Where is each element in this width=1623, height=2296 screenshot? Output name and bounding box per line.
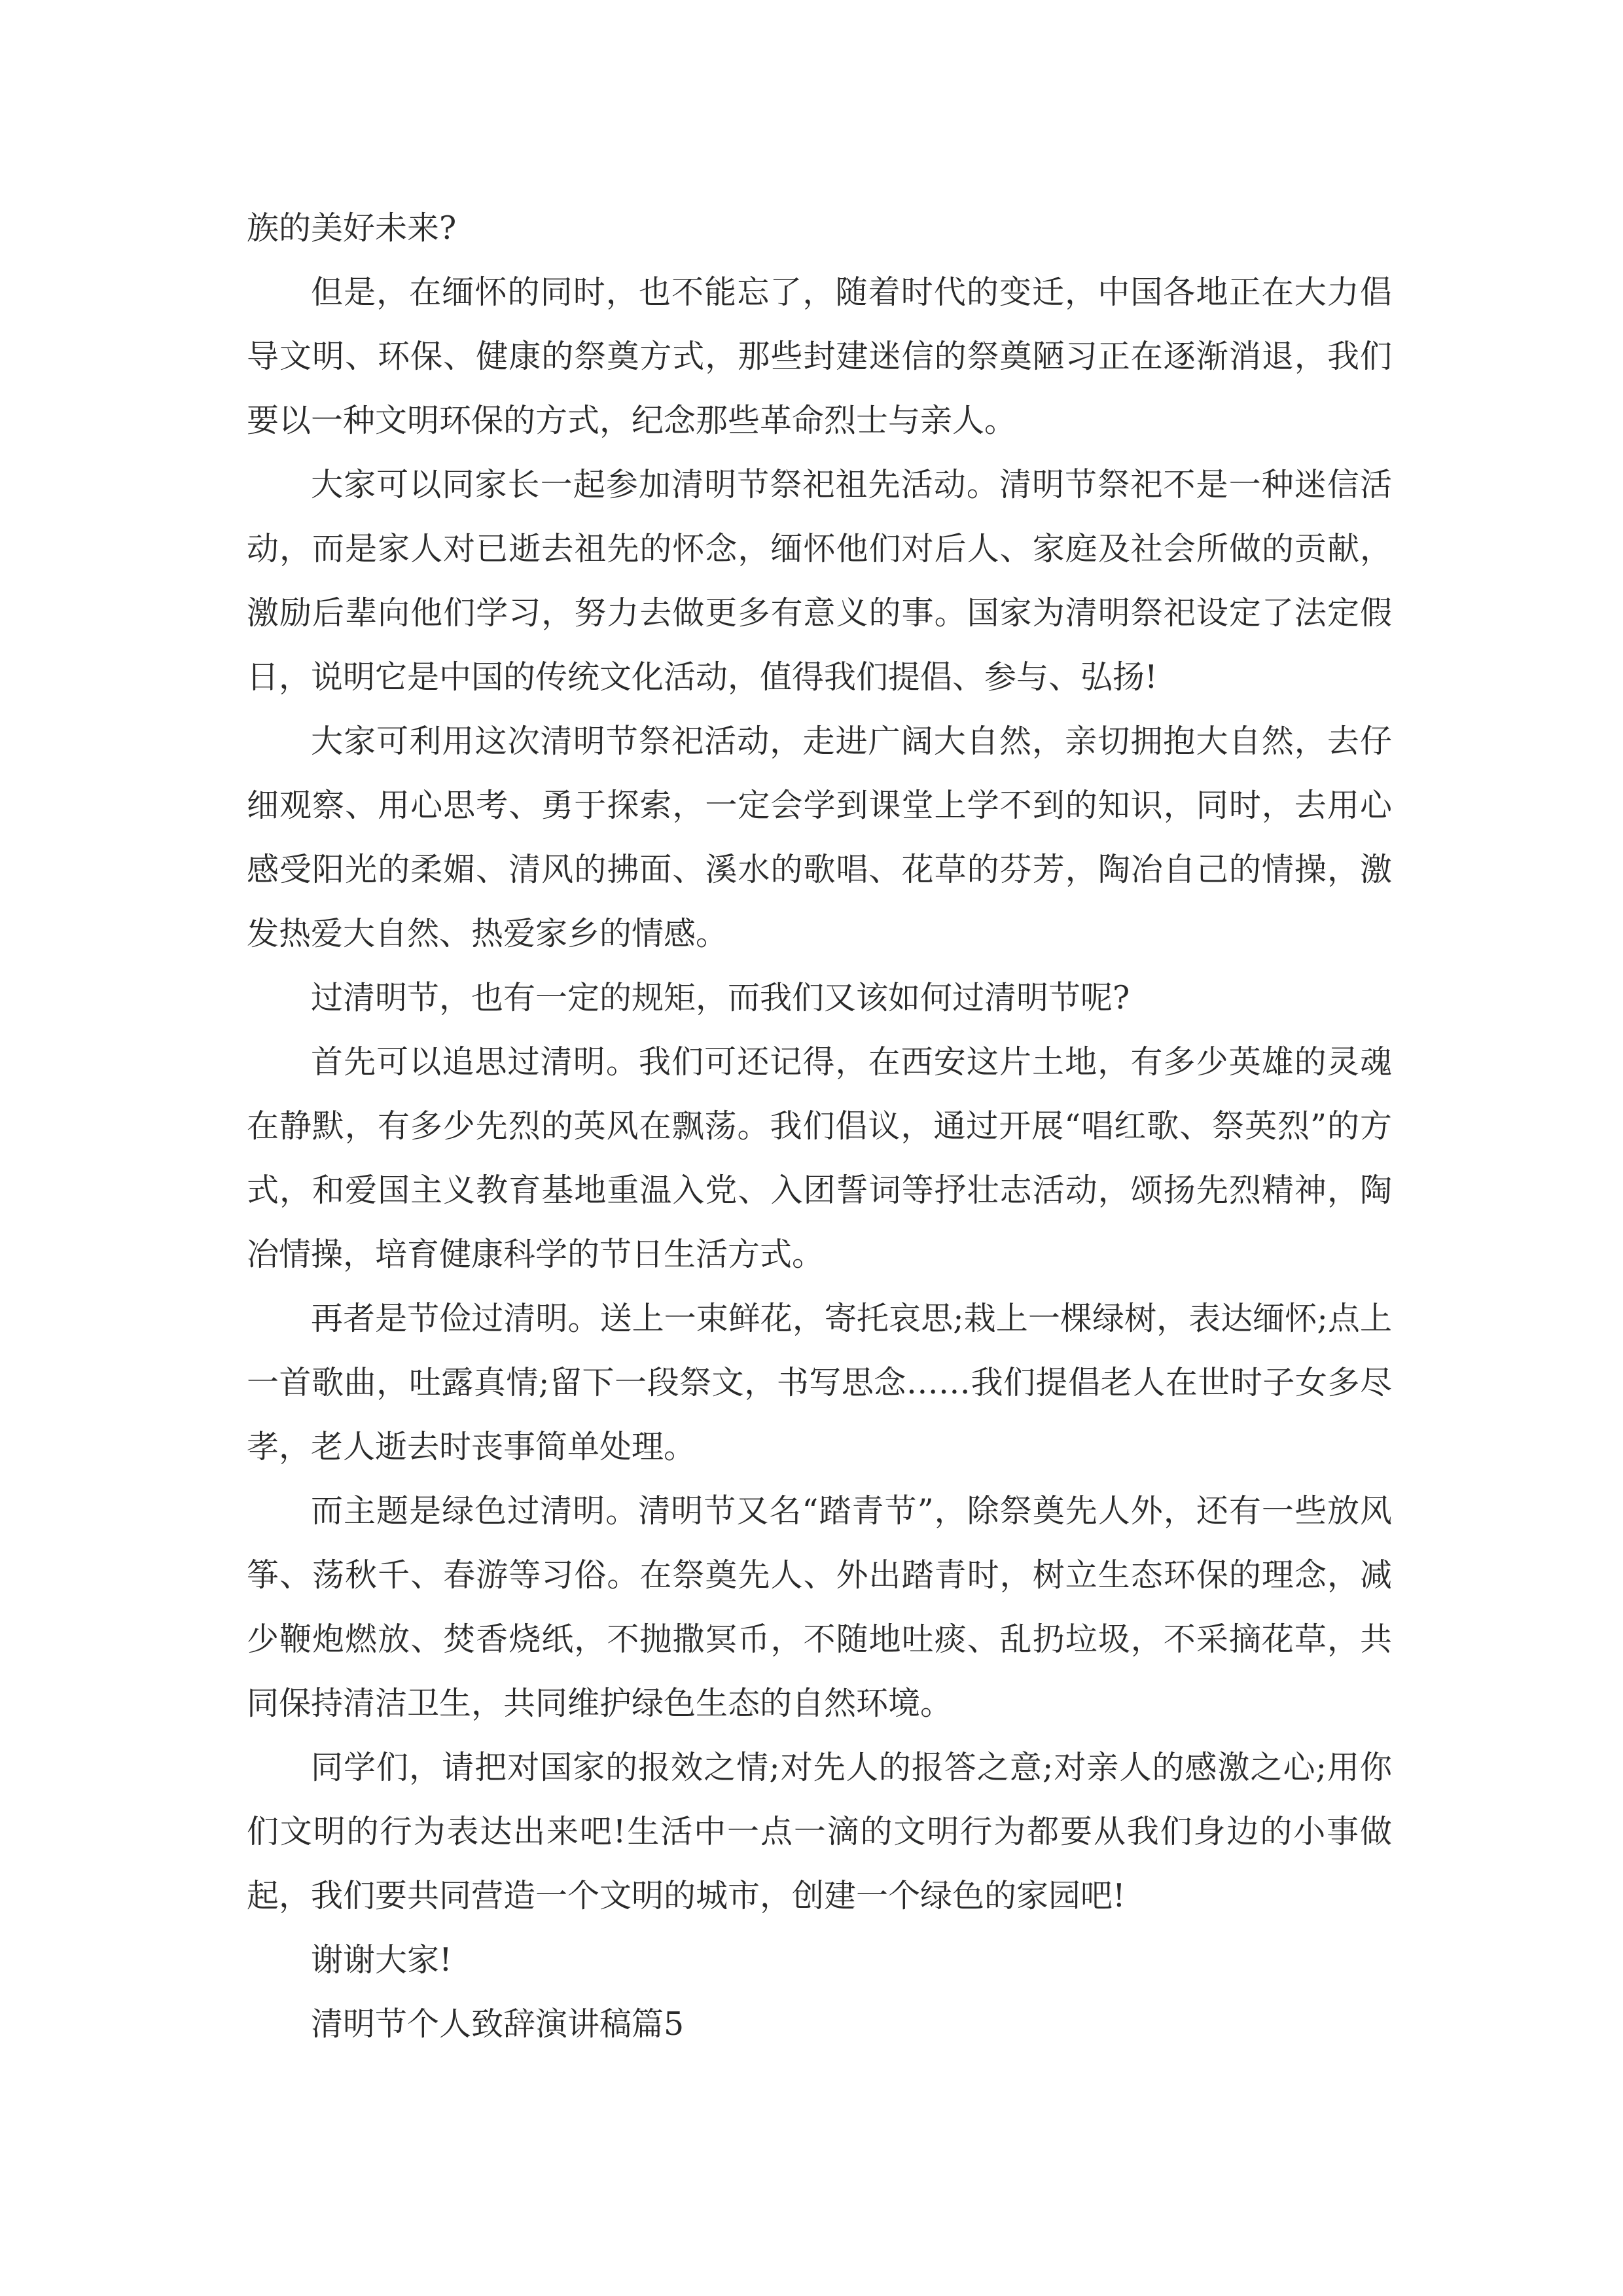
paragraph: 但是，在缅怀的同时，也不能忘了，随着时代的变迁，中国各地正在大力倡导文明、环保、健康的祭奠方式，那些封建迷信的祭奠陋习正在逐渐消退，我们要以一种文明环保的方式，纪念那些革命烈士与亲人。 [247, 274, 1392, 439]
paragraph: 再者是节俭过清明。送上一束鲜花，寄托哀思;栽上一棵绿树，表达缅怀;点上一首歌曲，吐露真情;留下一段祭文，书写思念……我们提倡老人在世时子女多尽孝，老人逝去时丧事简单处理。 [247, 1300, 1392, 1465]
paragraph: 而主题是绿色过清明。清明节又名“踏青节”，除祭奠先人外，还有一些放风筝、荡秋千、春游等习俗。在祭奠先人、外出踏青时，树立生态环保的理念，减少鞭炮燃放、焚香烧纸，不抛撒冥币，不随地吐痰、乱扔垃圾，不采摘花草，共同保持清洁卫生，共同维护绿色生态的自然环境。 [247, 1492, 1392, 1722]
paragraph: 首先可以追思过清明。我们可还记得，在西安这片土地，有多少英雄的灵魂在静默，有多少先烈的英风在飘荡。我们倡议，通过开展“唱红歌、祭英烈”的方式，和爱国主义教育基地重温入党、入团誓词等抒壮志活动，颂扬先烈精神，陶冶情操，培育健康科学的节日生活方式。 [247, 1043, 1392, 1273]
document-body [247, 196, 1392, 2056]
paragraph: 过清明节，也有一定的规矩，而我们又该如何过清明节呢? [311, 979, 1130, 1016]
paragraph: 大家可利用这次清明节祭祀活动，走进广阔大自然，亲切拥抱大自然，去仔细观察、用心思考、勇于探索，一定会学到课堂上学不到的知识，同时，去用心感受阳光的柔媚、清风的拂面、溪水的歌唱、花草的芬芳，陶冶自己的情操，激发热爱大自然、热爱家乡的情感。 [247, 723, 1392, 952]
closing-thanks: 谢谢大家! [311, 1941, 452, 1979]
paragraph-continuation: 族的美好未来? [247, 209, 457, 247]
section-heading: 清明节个人致辞演讲稿篇5 [311, 2005, 685, 2043]
paragraph: 同学们，请把对国家的报效之情;对先人的报答之意;对亲人的感激之心;用你们文明的行为表达出来吧!生活中一点一滴的文明行为都要从我们身边的小事做起，我们要共同营造一个文明的城市，创建一个绿色的家园吧! [247, 1749, 1392, 1914]
paragraph: 大家可以同家长一起参加清明节祭祀祖先活动。清明节祭祀不是一种迷信活动，而是家人对已逝去祖先的怀念，缅怀他们对后人、家庭及社会所做的贡献，激励后辈向他们学习，努力去做更多有意义的事。国家为清明祭祀设定了法定假日，说明它是中国的传统文化活动，值得我们提倡、参与、弘扬! [247, 466, 1392, 696]
